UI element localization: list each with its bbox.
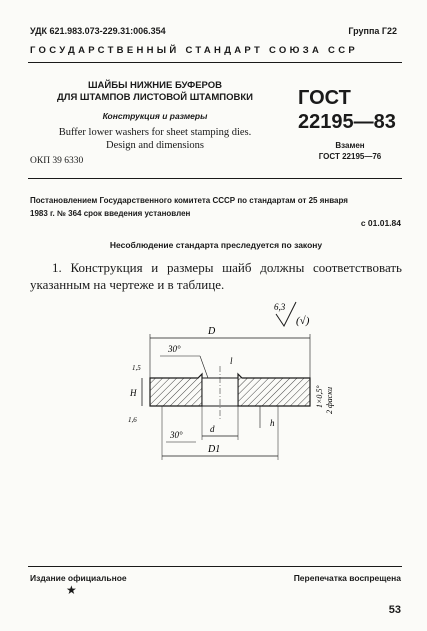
chamfer-top-label: 1,5 (132, 364, 141, 372)
footer-rule (28, 566, 402, 567)
title-en-line1: Buffer lower washers for sheet stamping dies. (58, 127, 252, 138)
chamfer-bottom-label: 1,6 (128, 416, 137, 424)
title-en (40, 126, 270, 152)
decree-line1: Постановлением Государственного комитета СССР по стандартам от 25 января (30, 196, 348, 205)
okp-code: ОКП 39 6330 (30, 156, 84, 166)
title-rule (28, 178, 402, 179)
dim-H-label: H (130, 388, 137, 398)
star-icon: ★ (66, 583, 77, 597)
title-ru (40, 80, 270, 104)
dim-D-label: D (208, 326, 216, 337)
dim-l-label: l (230, 356, 233, 366)
dim-h-label: h (270, 418, 275, 428)
header-rule (28, 62, 402, 63)
title-ru-line2: ДЛЯ ШТАМПОВ ЛИСТОВОЙ ШТАМПОВКИ (57, 92, 253, 103)
decree-text (30, 194, 402, 220)
side-note-2: 2 фаски (325, 387, 334, 414)
roughness-value: 6,3 (274, 302, 286, 312)
washer-drawing (110, 296, 350, 466)
official-edition: Издание официальное (30, 573, 127, 583)
dim-D1-label: D1 (208, 444, 221, 455)
group-code: Группа Г22 (348, 26, 397, 36)
replaced-standard: ГОСТ 22195—76 (318, 152, 382, 161)
title-en-line2: Design and dimensions (106, 140, 204, 151)
replaces-block (300, 140, 400, 162)
standard-header: ГОСУДАРСТВЕННЫЙ СТАНДАРТ СОЮЗА ССР (30, 45, 359, 56)
side-note-1: 1×0,5° (315, 385, 324, 408)
angle-top-label: 30° (168, 344, 181, 354)
replace-label: Взамен (335, 141, 365, 150)
section-left (150, 374, 202, 406)
effective-date: с 01.01.84 (360, 218, 401, 228)
dim-d-label: d (210, 424, 215, 434)
section-right (238, 374, 310, 406)
roughness-symbol: (√) (296, 315, 310, 327)
paragraph-1: 1. Конструкция и размеры шайб должны соответствовать указанным на чертеже и в таблице. (30, 260, 402, 292)
law-warning: Несоблюдение стандарта преследуется по закону (109, 240, 323, 250)
page-number: 53 (388, 604, 401, 616)
title-ru-sub: Конструкция и размеры (102, 111, 208, 121)
angle-bottom-label: 30° (170, 430, 183, 440)
gost-label: ГОСТ (298, 87, 351, 109)
decree-line2: 1983 г. № 364 срок введения установлен (30, 209, 191, 218)
reprint-forbidden: Перепечатка воспрещена (293, 573, 401, 583)
gost-number: 22195—83 (298, 111, 396, 133)
gost-number-block (298, 86, 398, 134)
title-ru-line1: ШАЙБЫ НИЖНИЕ БУФЕРОВ (88, 80, 222, 91)
udk-code: УДК 621.983.073-229.31:006.354 (30, 26, 166, 36)
